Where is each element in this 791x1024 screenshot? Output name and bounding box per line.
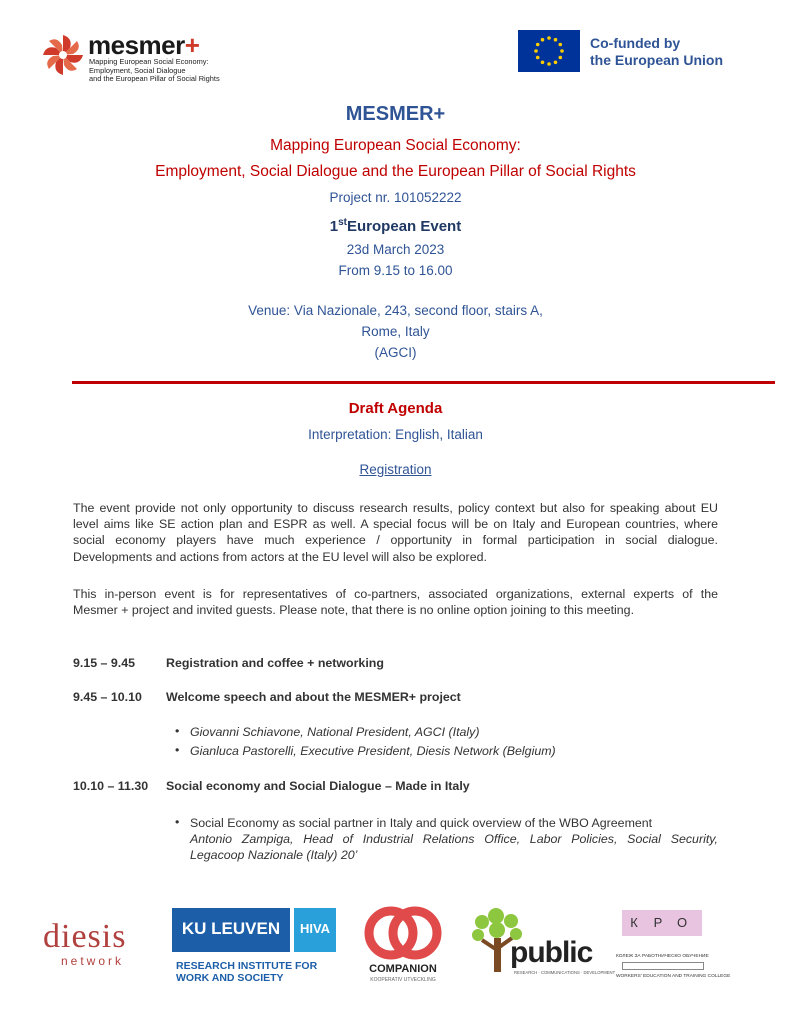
kpo-strip (622, 962, 704, 970)
speaker-item: Gianluca Pastorelli, Executive President, Diesis Network (Belgium) (190, 744, 556, 758)
eu-logo-line2: the European Union (590, 52, 723, 68)
session-item-title: Social Economy as social partner in Italy and quick overview of the WBO Agreement (190, 816, 653, 830)
kpo-logo (614, 906, 731, 990)
event-number-suffix: st (338, 217, 348, 228)
intro-paragraph-line: Developments and actions from actors at the EU level will also be explored. (73, 549, 487, 564)
agenda-item-title: Welcome speech and about the MESMER+ project (166, 690, 461, 704)
agenda-item-title: Social economy and Social Dialogue – Made in Italy (166, 779, 470, 793)
section-divider (72, 381, 775, 384)
event-heading (0, 217, 791, 235)
companion-rings-icon (362, 905, 444, 961)
eu-logo-line1: Co-funded by (590, 35, 681, 51)
agenda-time: 9.45 – 10.10 (73, 690, 142, 704)
kuleuven-name: KU LEUVEN (181, 919, 281, 938)
mesmer-logo-line3: and the European Pillar of Social Rights (89, 74, 220, 83)
agenda-time: 10.10 – 11.30 (73, 779, 149, 793)
diesis-logo-sub: network (61, 954, 125, 968)
session-item-speaker: Legacoop Nazionale (Italy) 20’ (190, 848, 358, 862)
intro-paragraph-line: level aims like SE action plan and ESPR as well. A special focus will be on Italy and European countries, where (73, 517, 718, 532)
audience-paragraph-line: Mesmer + project and invited guests. Please note, that there is no online option joining to this meeting. (73, 603, 635, 618)
project-number: Project nr. 101052222 (329, 190, 462, 205)
kuleuven-logo (172, 908, 340, 988)
companion-sub: KOOPERATIV UTVECKLING (370, 977, 436, 983)
pinwheel-icon (40, 32, 86, 78)
session-item-speaker: Antonio Zampiga, Head of Industrial Relations Office, Labor Policies, Social Security, (190, 832, 718, 846)
session-item (190, 815, 718, 863)
kuleuven-line2: WORK AND SOCIETY (176, 972, 284, 984)
audience-paragraph-line: This in-person event is for representatives of co-partners, associated organizations, external experts of the (73, 587, 718, 601)
event-time: From 9.15 to 16.00 (338, 263, 453, 278)
eu-flag-icon (518, 30, 580, 72)
doc-subtitle-2: Employment, Social Dialogue and the European Pillar of Social Rights (155, 163, 636, 180)
venue-line-1: Venue: Via Nazionale, 243, second floor, stairs A, (248, 303, 543, 318)
bullet-icon: • (175, 743, 180, 757)
agenda-title: Draft Agenda (348, 400, 443, 417)
diesis-logo-name: diesis (43, 918, 127, 955)
intro-paragraph-line: social economy players have much experience / opportunity in formal participation in social dialogue. (73, 533, 718, 548)
event-title: European Event (347, 218, 462, 235)
doc-subtitle-1: Mapping European Social Economy: (270, 137, 521, 154)
mesmer-logo-plus: + (184, 30, 200, 60)
agenda-item-title: Registration and coffee + networking (166, 656, 384, 670)
event-date: 23d March 2023 (346, 242, 445, 257)
mesmer-logo-name: mesmer (88, 30, 185, 60)
doc-title: MESMER+ (345, 103, 446, 125)
venue-line-3: (AGCI) (374, 345, 417, 360)
event-number: 1 (329, 218, 339, 235)
bullet-icon: • (175, 724, 180, 738)
eu-cofunded-logo (518, 30, 738, 74)
speaker-item: Giovanni Schiavone, National President, AGCI (Italy) (190, 725, 480, 739)
intro-paragraph (73, 500, 718, 565)
interpretation-note: Interpretation: English, Italian (308, 427, 483, 442)
kpo-letter: О (676, 915, 688, 930)
venue-line-2: Rome, Italy (361, 324, 430, 339)
mesmer-logo-line2: Employment, Social Dialogue (89, 65, 186, 75)
public-name: public (510, 936, 593, 969)
intro-paragraph-line: The event provide not only opportunity to discuss research results, policy context but also for speaking about EU (73, 501, 718, 515)
audience-paragraph (73, 586, 718, 618)
hiva-name: HIVA (299, 921, 331, 936)
kpo-line1: КОЛЕЖ ЗА РАБОТНИЧЕСКО ОБУЧЕНИЕ (616, 954, 709, 959)
companion-logo (362, 905, 446, 985)
mesmer-logo-line1: Mapping European Social Economy: (89, 57, 209, 66)
bullet-icon: • (175, 815, 180, 829)
public-logo (470, 908, 616, 983)
companion-name: COMPANION (369, 963, 437, 975)
mesmer-logo (40, 30, 230, 82)
public-sub: RESEARCH · COMMUNICATIONS · DEVELOPMENT (514, 970, 616, 975)
kpo-letter: Р (653, 915, 663, 930)
kpo-letter: К (630, 915, 638, 930)
diesis-logo (43, 920, 153, 975)
kpo-line2: WORKERS' EDUCATION AND TRAINING COLLEGE (616, 974, 731, 979)
agenda-time: 9.15 – 9.45 (73, 656, 136, 670)
kuleuven-line1: RESEARCH INSTITUTE FOR (176, 960, 318, 972)
registration-link[interactable]: Registration (359, 462, 432, 477)
